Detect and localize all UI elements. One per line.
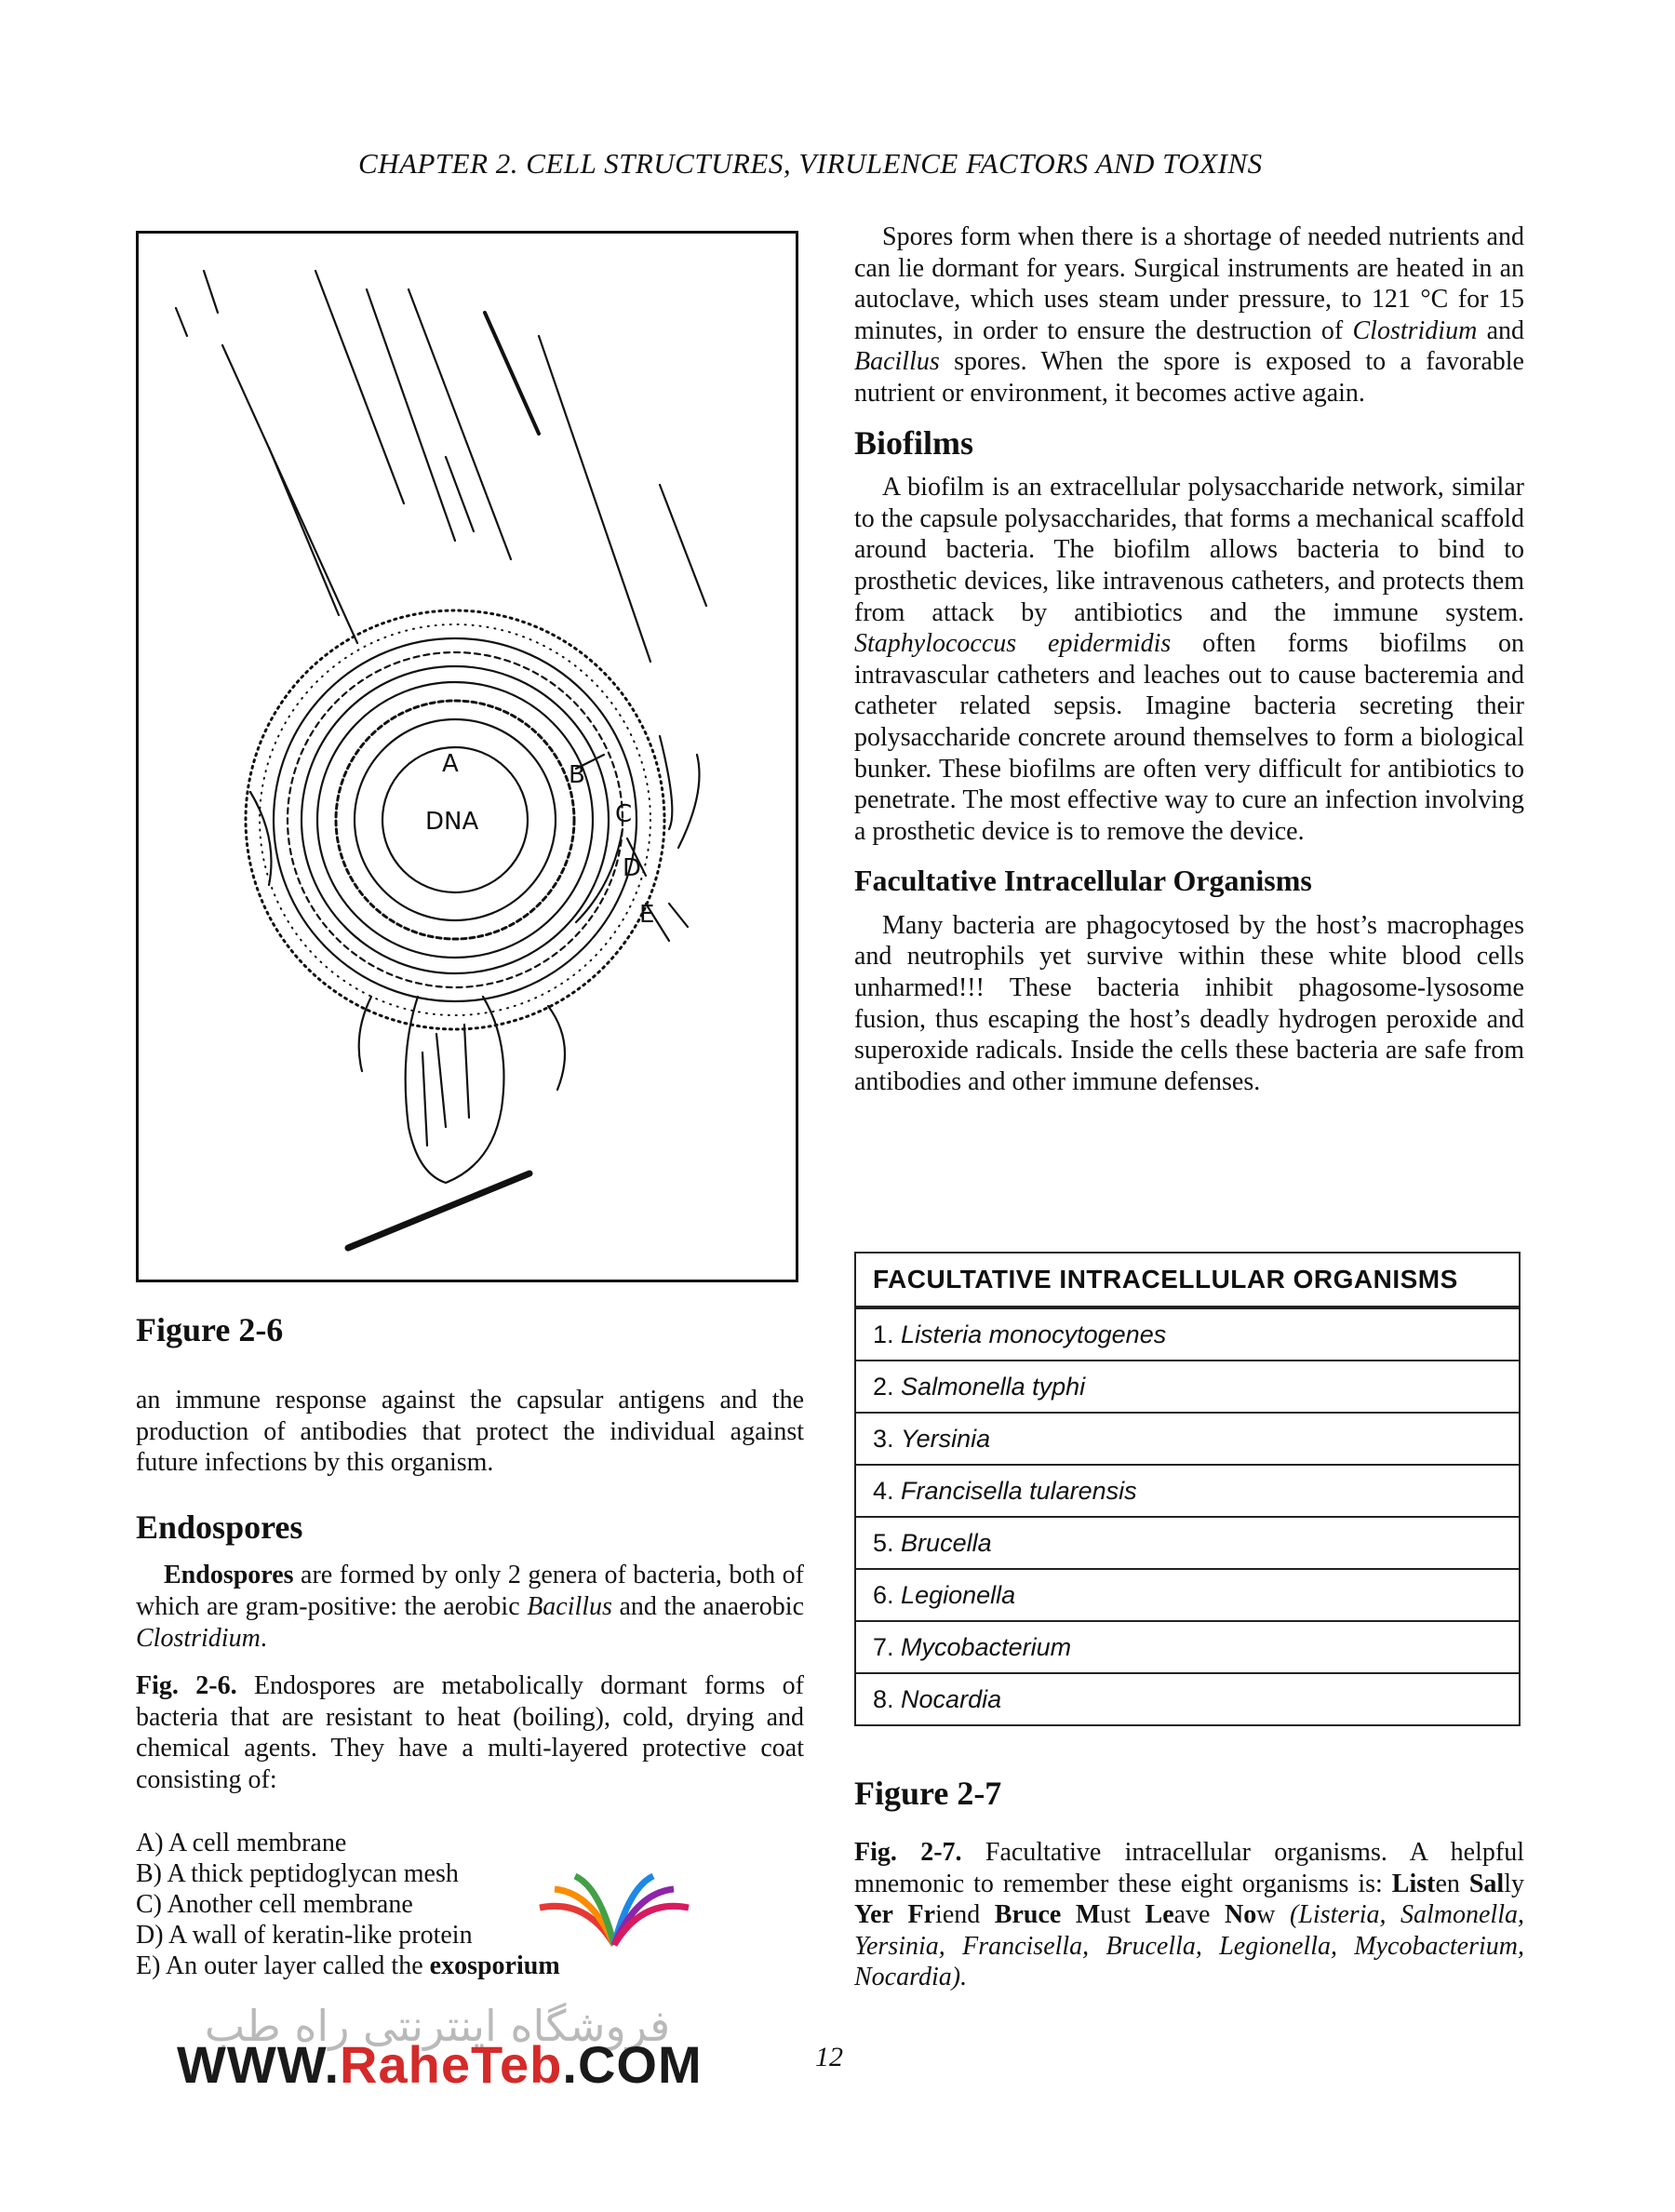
burst-line [660, 485, 706, 606]
organism-name: Legionella [901, 1580, 1016, 1609]
mnemonic-rest: ust [1100, 1900, 1146, 1930]
row-number: 5. [873, 1528, 894, 1557]
row-number: 8. [873, 1684, 894, 1713]
mnemonic-rest: en [1435, 1869, 1469, 1898]
url-part: RaheTeb [340, 2035, 563, 2094]
burst-line [367, 289, 455, 541]
figure-2-6-title: Figure 2-6 [136, 1311, 284, 1348]
genus-clostridium: Clostridium [1352, 315, 1478, 345]
spores-text: and [1477, 315, 1524, 345]
table-row [855, 1465, 1520, 1517]
table-row [855, 1673, 1520, 1725]
mnemonic-rest: ly [1504, 1869, 1524, 1898]
spores-paragraph [854, 221, 1524, 409]
list-item: B) A thick peptidoglycan mesh [136, 1858, 459, 1888]
layer-label-c: C [615, 800, 633, 828]
fig-2-6-ref: Fig. 2-6. [136, 1671, 237, 1701]
right-column [854, 221, 1524, 1097]
coat-layer-list [136, 1828, 804, 1981]
germination-stalk [406, 997, 504, 1183]
table-row [855, 1307, 1520, 1361]
burst-line [409, 289, 511, 559]
table-row [855, 1361, 1520, 1413]
mnemonic-rest: w [1256, 1900, 1276, 1930]
mnemonic-bold: Le [1145, 1900, 1174, 1930]
layer-label-a: A [442, 750, 459, 778]
capsule-intro-paragraph: an immune response against the capsular antigens and the production of antibodies that protect the individual against future infections by this organism. [136, 1386, 804, 1478]
mnemonic-rest [1061, 1900, 1076, 1929]
organism-name: Nocardia [901, 1684, 1002, 1713]
table-row [855, 1517, 1520, 1569]
row-number: 4. [873, 1476, 894, 1505]
organism-name: Brucella [901, 1528, 992, 1557]
facultative-heading: Facultative Intracellular Organisms [854, 864, 1312, 898]
layer-label-e: E [639, 901, 655, 929]
fig-2-7-caption [854, 1837, 1524, 1993]
organism-name: Yersinia [901, 1424, 991, 1453]
burst-line [539, 336, 650, 662]
row-number: 2. [873, 1372, 894, 1401]
left-column [136, 1385, 804, 1981]
endospores-term: Endospores [164, 1561, 294, 1590]
figure-2-6-illustration [136, 231, 798, 1282]
genus-bacillus: Bacillus [527, 1591, 612, 1621]
watermark-persian-text: فروشگاه اینترنتی راه طب [204, 2001, 671, 2051]
row-number: 3. [873, 1424, 894, 1453]
mnemonic-bold: Yer [854, 1900, 893, 1930]
stalk-fold [548, 1006, 565, 1090]
row-number: 6. [873, 1580, 894, 1609]
list-item: D) A wall of keratin-like protein [136, 1920, 473, 1950]
spores-text: spores. When the spore is exposed to a favorable nutrient or environment, it becomes active again. [854, 347, 1524, 408]
organism-name: Francisella tularensis [901, 1476, 1137, 1505]
organism-name: Salmonella typhi [901, 1372, 1086, 1401]
spores-text: Spores form when there is a shortage of needed nutrients and can lie dormant for years. Surgical instruments are heated in an autoclave, which uses steam under pressure, to 121 °C for 15 minutes, in order to ensure the destruction of [854, 222, 1524, 345]
mnemonic-organism-names: (Listeria, Salmonella, Yersinia, Francisella, Brucella, Legionella, Mycobacterium, Nocardia). [854, 1900, 1524, 1992]
side-arc [678, 755, 700, 848]
endospores-paragraph [136, 1560, 804, 1654]
fig-2-7-caption-text: Facultative intracellular organisms. A helpful mnemonic to remember these eight organisms is: [854, 1838, 1524, 1898]
biofilms-heading: Biofilms [854, 423, 974, 462]
fig-2-6-caption [136, 1670, 804, 1795]
label-leader [669, 904, 688, 927]
burst-line [176, 308, 187, 336]
species-staph-epidermidis: Staphylococcus epidermidis [854, 629, 1172, 659]
watermark-url [177, 2034, 703, 2095]
burst-line [446, 457, 474, 531]
layer-label-b: B [569, 761, 585, 789]
url-part: .COM [562, 2035, 703, 2094]
url-part: WWW. [177, 2035, 341, 2094]
side-arc [576, 829, 623, 922]
genus-clostridium: Clostridium [136, 1623, 261, 1653]
burst-line [222, 345, 357, 643]
table-header: FACULTATIVE INTRACELLULAR ORGANISMS [855, 1253, 1520, 1307]
facultative-organisms-table [854, 1252, 1521, 1726]
book-logo-icon [530, 1870, 698, 1954]
fig-2-6-caption-text: Endospores are metabolically dormant forms of bacteria that are resistant to heat (boiling), cold, drying and chemical agents. They have a multi-layered protective coat consisting of: [136, 1671, 804, 1794]
dna-label: DNA [425, 808, 479, 836]
biofilm-text: A biofilm is an extracellular polysaccharide network, similar to the capsule polysaccharides, that forms a mechanical scaffold around bacteria. The biofilm allows bacteria to bind to prosthetic devices, like intravenous catheters, and protects them from attack by antibiotics and the immune system. [854, 473, 1524, 627]
table-row [855, 1621, 1520, 1673]
mnemonic-rest [893, 1900, 908, 1929]
facultative-paragraph: Many bacteria are phagocytosed by the host’s macrophages and neutrophils yet survive within these white blood cells unharmed!!! These bacteria inhibit phagosome-lysosome fusion, thus escaping the host’s deadly hydrogen peroxide and superoxide radicals. Inside the cells these bacteria are safe from antibodies and other immune defenses. [854, 910, 1524, 1096]
table-row [855, 1569, 1520, 1621]
mnemonic-bold: Bruce [994, 1900, 1062, 1930]
row-number: 1. [873, 1320, 894, 1348]
fig-2-7-ref: Fig. 2-7. [854, 1838, 962, 1867]
organism-name: Listeria monocytogenes [901, 1320, 1167, 1348]
row-number: 7. [873, 1632, 894, 1661]
genus-bacillus: Bacillus [854, 347, 940, 377]
mnemonic-rest: ave [1173, 1900, 1226, 1930]
layer-label-d: D [623, 854, 642, 882]
figure-2-7-title: Figure 2-7 [854, 1775, 1002, 1812]
burst-line [269, 448, 339, 615]
list-item-text: E) An outer layer called the [136, 1951, 430, 1980]
table-row [855, 1413, 1520, 1465]
list-item [136, 1951, 804, 1981]
exosporium-term: exosporium [429, 1951, 560, 1980]
burst-line [485, 313, 539, 434]
biofilm-text: often forms biofilms on intravascular catheters and leaches out to cause bacteremia and catheter related sepsis. Imagine bacteria secreting their polysaccharide concrete around themselves to form a biological bunker. These biofilms are often very difficult for antibiotics to penetrate. The most effective way to cure an infection involving a prosthetic device is to remove the device. [854, 629, 1524, 846]
endospores-text: are formed by only 2 genera of bacteria, both of which are gram-positive: the aerobic [136, 1561, 804, 1621]
mnemonic-bold: Sal [1468, 1869, 1505, 1898]
biofilms-paragraph [854, 472, 1524, 847]
fig-2-7-caption-block [854, 1837, 1524, 1993]
mnemonic-bold: No [1225, 1900, 1257, 1930]
running-header: CHAPTER 2. CELL STRUCTURES, VIRULENCE FACTORS AND TOXINS [358, 147, 1263, 180]
endospores-heading: Endospores [136, 1508, 303, 1546]
mnemonic-bold: List [1391, 1869, 1436, 1898]
list-item: C) Another cell membrane [136, 1889, 413, 1919]
endospores-text: . [260, 1623, 267, 1653]
stalk-fold [422, 1025, 469, 1146]
endospore-drawing [139, 234, 796, 1280]
mnemonic-rest: iend [935, 1900, 995, 1930]
organism-name: Mycobacterium [901, 1632, 1072, 1661]
mnemonic-bold: M [1075, 1900, 1101, 1930]
page-number: 12 [815, 2042, 843, 2072]
mnemonic-bold: Fr [907, 1900, 936, 1930]
burst-line [315, 271, 404, 503]
endospores-text: and the anaerobic [611, 1591, 805, 1621]
germ-tube [348, 1173, 529, 1248]
burst-line [204, 271, 218, 313]
list-item: A) A cell membrane [136, 1828, 347, 1857]
